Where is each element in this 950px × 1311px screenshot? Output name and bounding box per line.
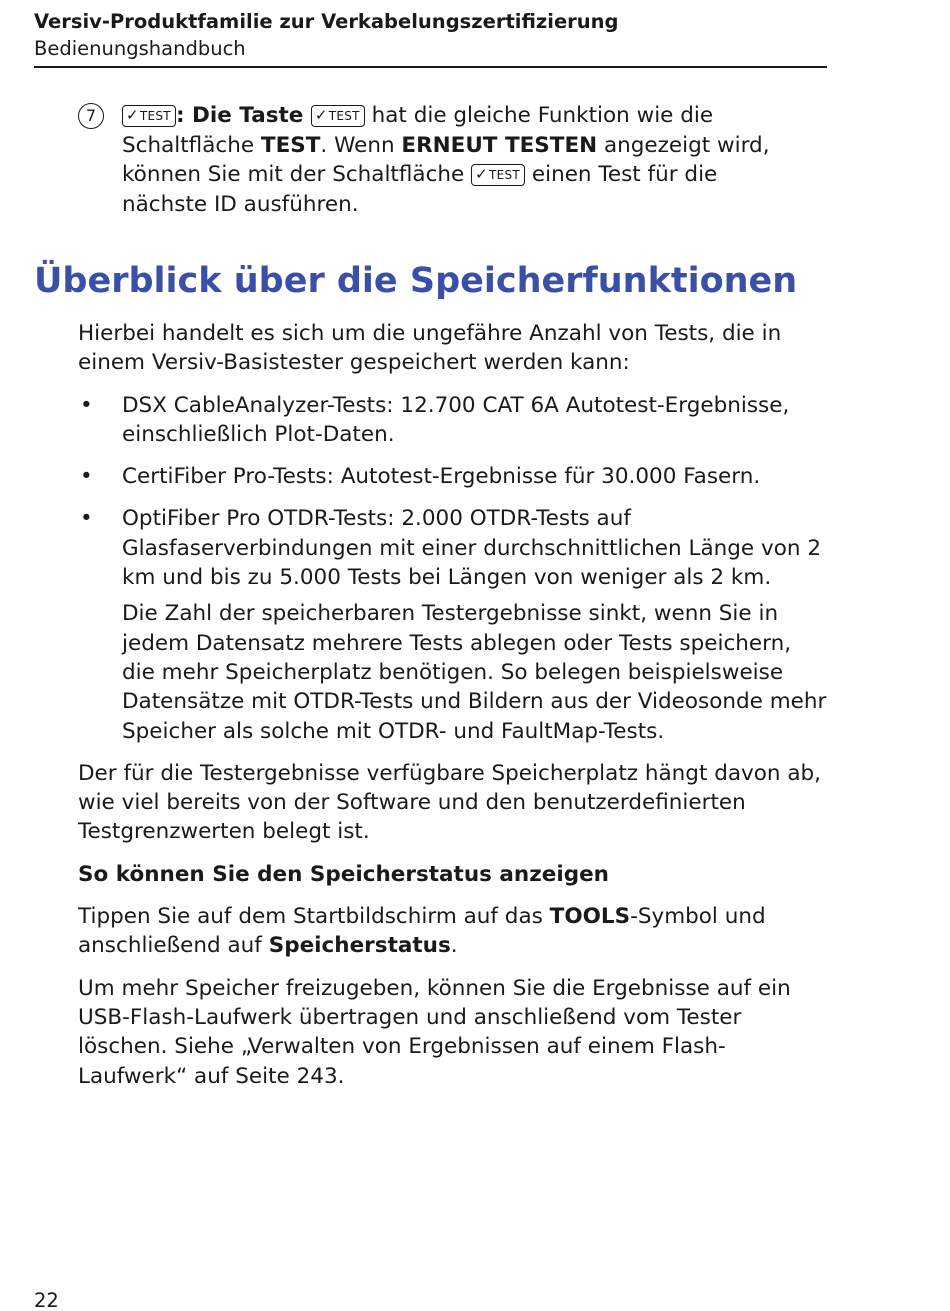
page-number: 22 [34, 1289, 59, 1311]
procedure-heading: So können Sie den Speicherstatus anzeigen [78, 861, 609, 887]
header-title: Versiv-Produktfamilie zur Verkabelungszertifizierung [34, 10, 619, 33]
procedure-paragraph: Tippen Sie auf dem Startbildschirm auf das TOOLS-Symbol und anschließend auf Speicherstatus. [78, 904, 766, 959]
list-item: • CertiFiber Pro-Tests: Autotest-Ergebnisse für 30.000 Fasern. [78, 462, 828, 491]
item7-text: ✓TEST : Die Taste ✓TEST hat die gleiche Funktion wie die Schaltfläche TEST. Wenn ERNEUT TESTEN angezeigt wird, können Sie mit der Schaltfläche ✓TEST einen Test für die nächste ID ausführen. [122, 103, 770, 217]
test-key-icon: ✓TEST [311, 105, 365, 127]
space-paragraph: Der für die Testergebnisse verfügbare Speicherplatz hängt davon ab, wie viel bereits von der Software und den benutzerdefinierten Testgrenzwerten belegt ist. [78, 760, 822, 845]
free-memory-paragraph: Um mehr Speicher freizugeben, können Sie die Ergebnisse auf ein USB-Flash-Laufwerk übertragen und anschließend vom Tester löschen. Siehe „Verwalten von Ergebnissen auf einem Flash-Laufwerk“ auf Seite 243. [78, 975, 791, 1089]
page-header [34, 8, 827, 68]
circled-number: 7 [78, 103, 104, 129]
header-subtitle: Bedienungshandbuch [34, 37, 246, 60]
section-title: Überblick über die Speicherfunktionen [34, 261, 798, 301]
test-key-icon: ✓TEST [471, 164, 525, 186]
numbered-item-7 [78, 101, 798, 219]
intro-paragraph: Hierbei handelt es sich um die ungefähre Anzahl von Tests, die in einem Versiv-Basistester gespeichert werden kann: [78, 321, 782, 376]
capacity-list [78, 391, 828, 593]
test-key-icon: ✓TEST [122, 105, 176, 127]
note-paragraph: Die Zahl der speicherbaren Testergebnisse sinkt, wenn Sie in jedem Datensatz mehrere Tests ablegen oder Tests speichern, die mehr Speicherplatz benötigen. So belegen beispielsweise Datensätze mit OTDR-Tests und Bildern aus der Videosonde mehr Speicher als solche mit OTDR- und FaultMap-Tests. [122, 601, 827, 744]
section-body [78, 319, 828, 1104]
list-item: • OptiFiber Pro OTDR-Tests: 2.000 OTDR-Tests auf Glasfaserverbindungen mit einer durchschnittlichen Länge von 2 km und bis zu 5.000 Tests bei Längen von weniger als 2 km. [78, 504, 828, 592]
list-item: • DSX CableAnalyzer-Tests: 12.700 CAT 6A Autotest-Ergebnisse, einschließlich Plot-Daten. [78, 391, 828, 450]
